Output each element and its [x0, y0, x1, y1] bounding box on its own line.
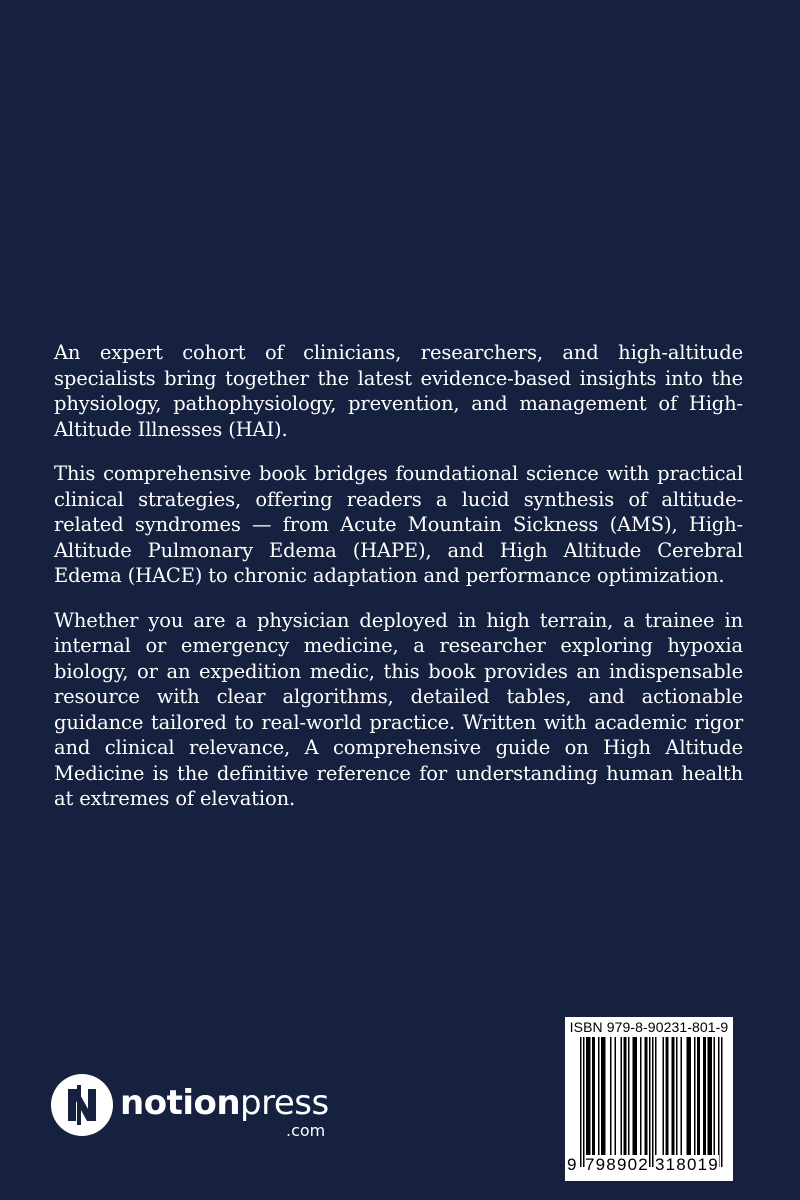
barcode-digits-left: 798902 — [585, 1155, 649, 1174]
barcode-bar — [667, 1037, 669, 1159]
barcode-bar — [594, 1037, 596, 1159]
barcode-bar — [603, 1037, 605, 1159]
barcode-bar — [640, 1037, 642, 1159]
barcode-bar — [718, 1037, 720, 1167]
barcode-bar — [714, 1037, 716, 1159]
barcode-bar — [688, 1037, 690, 1159]
barcode-bar — [598, 1037, 600, 1159]
barcode-bar — [687, 1037, 689, 1159]
blurb-paragraph-3: Whether you are a physician deployed in high terrain, a trainee in internal or emergency medicine, a researcher exploring hypoxia biology, or an expedition medic, this book provides an indispensable resource with clear algorithms, detailed tables, and actionable guidance tailored to real-world practice. Written with academic rigor and clinical relevance, A comprehensive guide on High Altitude Medicine is the definitive reference for understanding human health at extremes of elevation. — [54, 608, 743, 810]
barcode-bar — [610, 1037, 612, 1159]
barcode-bar — [708, 1037, 710, 1159]
barcode-bar — [672, 1037, 674, 1159]
publisher-name-bold: notion — [120, 1083, 241, 1123]
barcode-bar — [673, 1037, 675, 1159]
barcode-bar — [625, 1037, 627, 1159]
barcode-bar — [646, 1037, 648, 1159]
barcode-bar — [621, 1037, 623, 1159]
barcode-bar — [690, 1037, 692, 1159]
barcode-bar — [604, 1037, 606, 1159]
barcode-bar — [636, 1037, 638, 1159]
barcode-bar — [703, 1037, 705, 1159]
barcode-digit-lead: 9 — [567, 1155, 578, 1174]
barcode-bar — [652, 1037, 654, 1167]
publisher-domain: .com — [286, 1121, 326, 1140]
barcode-bar — [580, 1037, 582, 1167]
isbn-barcode — [565, 1017, 733, 1181]
barcode-bar — [633, 1037, 635, 1159]
barcode-bar — [628, 1037, 630, 1159]
barcode-bar — [655, 1037, 657, 1159]
blurb-paragraph-1: An expert cohort of clinicians, researchers, and high-altitude specialists bring together the latest evidence-based insights into the physiology, pathophysiology, prevention, and management of High-Altitude Illnesses (HAI). — [54, 341, 743, 441]
barcode-bar — [601, 1037, 603, 1159]
barcode-bar — [624, 1037, 626, 1159]
barcode-bar — [666, 1037, 668, 1159]
barcode-digits-right: 318019 — [655, 1155, 719, 1174]
barcode-bar — [705, 1037, 707, 1159]
barcode-bar — [645, 1037, 647, 1159]
barcode-bar — [694, 1037, 696, 1159]
barcode-bar — [592, 1037, 594, 1159]
barcode-bar — [663, 1037, 665, 1159]
barcode-bar — [721, 1037, 723, 1167]
barcode-bar — [588, 1037, 590, 1159]
blurb-paragraph-2: This comprehensive book bridges foundational science with practical clinical strategies, offering readers a lucid synthesis of altitude-related syndromes — from Acute Mountain Sickness (AMS), High-Altitude Pulmonary Edema (HAPE), and High Altitude Cerebral Edema (HACE) to chronic adaptation and performance optimization. — [54, 462, 743, 587]
publisher-logo — [50, 1073, 360, 1153]
barcode-bar — [699, 1037, 701, 1159]
barcode-bar — [586, 1037, 588, 1159]
barcode-bar — [681, 1037, 683, 1159]
publisher-name-light: press — [240, 1083, 329, 1123]
barcode-bar — [589, 1037, 591, 1159]
barcode-bar — [583, 1037, 585, 1167]
barcode-bar — [711, 1037, 713, 1159]
blurb-text — [54, 340, 743, 831]
publisher-name — [120, 1083, 329, 1123]
barcode-bar — [676, 1037, 678, 1159]
isbn-label: ISBN 979-8-90231-801-9 — [569, 1019, 729, 1035]
barcode-bar — [697, 1037, 699, 1159]
barcode-bar — [649, 1037, 651, 1167]
barcode-bar — [615, 1037, 617, 1159]
barcode-digits — [565, 1155, 733, 1179]
notionpress-n-logo-icon — [50, 1073, 114, 1137]
barcode-bar — [709, 1037, 711, 1159]
barcode-bar — [634, 1037, 636, 1159]
